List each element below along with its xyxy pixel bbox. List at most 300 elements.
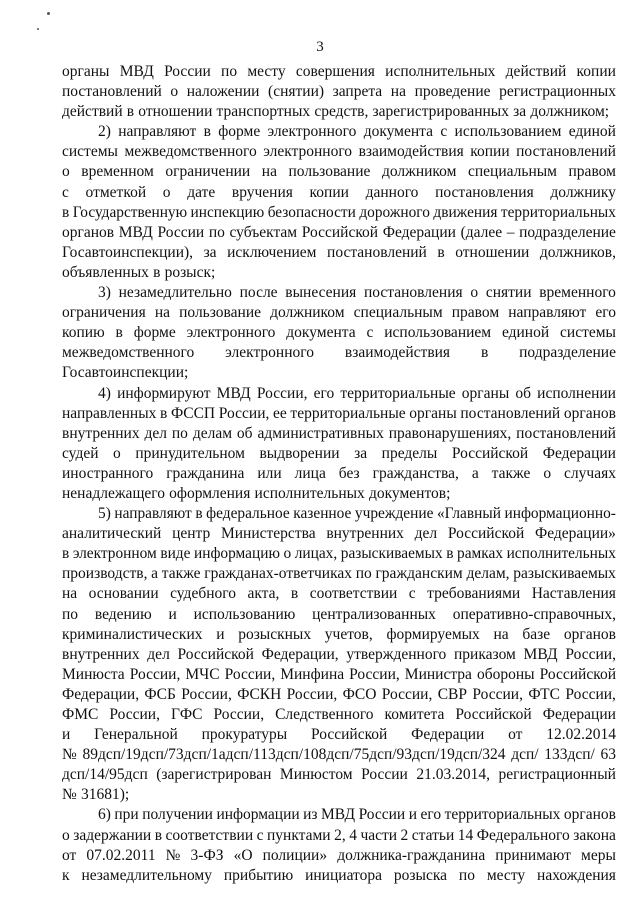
word: (зарегистрирован (156, 766, 272, 784)
word: постановления (435, 183, 534, 201)
word: Следственного (275, 706, 374, 723)
word: России, (565, 645, 616, 663)
word: на (261, 163, 277, 181)
text-line (62, 765, 616, 785)
word: копию (62, 324, 105, 342)
word: ФССП (171, 404, 216, 422)
word: Федерации (542, 444, 616, 462)
word: 14 (457, 826, 474, 844)
word: Наставления (531, 585, 616, 603)
word: России, (129, 665, 181, 683)
text-line (62, 846, 616, 866)
word: России, (181, 685, 232, 703)
text-line (62, 484, 616, 504)
word: разыскиваемых (513, 565, 616, 583)
word: ГФС (170, 706, 203, 723)
word: с (408, 585, 416, 603)
word: наложении (186, 83, 260, 101)
word: информационно- (504, 505, 616, 523)
word: учреждение (354, 505, 434, 523)
word: вынесения (285, 284, 357, 302)
text-line (62, 122, 616, 142)
page-number: 3 (316, 39, 324, 55)
word: Федерации, (261, 645, 339, 663)
word: из (303, 806, 318, 824)
word: статьи (411, 826, 455, 844)
word: Федерации, (62, 685, 140, 703)
word: МВД (321, 806, 356, 824)
word: 3) (98, 284, 111, 302)
word: на (154, 304, 171, 322)
text-line (62, 62, 616, 82)
text-line (62, 584, 616, 604)
word: подразделение (519, 223, 616, 241)
text-line (62, 444, 616, 464)
word: форме (218, 123, 261, 141)
word: гражданства, (372, 464, 459, 482)
word: ведению (94, 605, 152, 623)
word: оформления (169, 484, 251, 502)
word: Минюста (62, 665, 125, 683)
text-line (62, 464, 616, 484)
word: регистрационных (499, 83, 616, 101)
text-line (62, 625, 616, 645)
word: России, (109, 706, 160, 723)
word: внутренних (62, 424, 140, 442)
word: незамедлительному (81, 866, 212, 884)
word: судей (62, 444, 99, 462)
word: России, (256, 384, 308, 402)
word: 07.02.2011 (86, 846, 156, 864)
word: месту (486, 866, 526, 884)
word: органов (563, 404, 616, 422)
word: в (153, 263, 161, 281)
text-line (62, 82, 616, 102)
word: о (283, 545, 292, 563)
word: системы (560, 324, 616, 342)
word: виде (160, 545, 191, 563)
word: Российской (310, 726, 388, 744)
word: России (361, 766, 408, 784)
text-line (62, 343, 616, 363)
word: на (390, 83, 406, 101)
word: о (170, 83, 179, 101)
word: постановлений (516, 424, 616, 442)
word: исполнительных (385, 63, 496, 80)
word: электронного (263, 143, 353, 161)
word: временном (81, 163, 154, 181)
word: движения (433, 203, 498, 221)
word: подразделение (519, 344, 616, 362)
word: отношении (138, 103, 213, 121)
word: органы (461, 384, 510, 402)
word: единой (568, 123, 616, 141)
word: после (239, 284, 278, 302)
word: органы (409, 404, 457, 422)
word: Российской (447, 525, 525, 543)
text-line (62, 162, 616, 182)
word: Минфина (280, 665, 345, 683)
word: временного (539, 284, 616, 302)
word: незамедлительно (118, 284, 232, 302)
word: или (257, 464, 282, 482)
word: документов; (368, 484, 451, 502)
word: в (62, 203, 70, 221)
word: от (508, 726, 523, 744)
text-line (62, 203, 616, 223)
word: гражданина (166, 464, 245, 482)
word: с (256, 826, 264, 844)
word: дсп/ (511, 746, 539, 764)
word: пользование (288, 163, 371, 181)
word: правом (568, 163, 616, 181)
word: Министра (404, 665, 472, 683)
word: нахождения (537, 866, 616, 884)
text-line (62, 142, 616, 162)
scan-speck (47, 12, 50, 15)
word: к (62, 866, 70, 884)
word: 133дсп/ (544, 746, 595, 764)
word: получении (142, 806, 213, 824)
word: 3-ФЗ (190, 846, 224, 864)
word: об (515, 384, 532, 402)
word: транспортных (216, 103, 311, 121)
word: России (358, 806, 406, 824)
word: без (338, 464, 360, 482)
word: Федерации (411, 726, 485, 744)
word: закона (573, 826, 616, 844)
word: России, (381, 685, 433, 703)
word: с (62, 183, 69, 201)
word: акта, (247, 585, 280, 603)
word: обороны (476, 665, 535, 683)
text-line (62, 785, 616, 805)
text-line (62, 424, 616, 444)
word: территориальные (340, 384, 456, 402)
word: Министерства (220, 525, 316, 543)
word: использованием (454, 123, 562, 141)
word: России (157, 223, 205, 241)
text-line (62, 243, 616, 263)
word: лицах, (294, 545, 338, 563)
word: и (168, 605, 177, 623)
word: Госавтоинспекции), (62, 243, 194, 261)
word: форме (133, 324, 176, 342)
text-line (62, 826, 616, 846)
word: разыскиваемых (340, 545, 443, 563)
text-line (62, 685, 616, 705)
word: правом (451, 304, 500, 322)
word: Российской (455, 706, 532, 723)
word: по (171, 424, 188, 442)
word: 5) (98, 505, 111, 523)
word: задержании (73, 826, 152, 844)
word: принимают (495, 846, 571, 864)
word: 2) (98, 123, 111, 141)
text-line (62, 223, 616, 243)
word: о (62, 163, 70, 181)
word: России, (224, 665, 276, 683)
word: совершения (295, 63, 375, 80)
word: пределы (381, 444, 438, 462)
word: специальным (353, 304, 443, 322)
word: постановления (363, 284, 463, 302)
word: (снятии) (268, 83, 325, 101)
word: должником (381, 163, 457, 181)
text-line (62, 323, 616, 343)
word: 2 (400, 826, 409, 844)
word: инспекцию (190, 203, 265, 221)
word: ненадлежащего (62, 484, 165, 502)
word: информируют (117, 384, 211, 402)
word: в (480, 344, 489, 362)
word: электронного (186, 324, 276, 342)
word: Федерации» (534, 525, 616, 543)
word: внутренних (326, 525, 404, 543)
word: в (446, 545, 454, 563)
word: делам (192, 424, 233, 442)
text-line (62, 303, 616, 323)
word: исполнении (537, 384, 616, 402)
text-line (62, 102, 616, 122)
word: Федерального (476, 826, 570, 844)
text-line (62, 263, 616, 283)
word: 89дсп/19дсп/73дсп/1адсп/113дсп/108дсп/75дсп/93дсп/19дсп/324 (82, 746, 506, 764)
text-line (62, 183, 616, 203)
word: зарегистрированных (372, 103, 509, 121)
word: казенное (293, 505, 352, 523)
word: выдворении (259, 444, 340, 462)
word: органов (563, 625, 616, 643)
word: и (408, 806, 417, 824)
word: 6) (98, 806, 111, 824)
word: электронного (267, 123, 357, 141)
word: по (458, 866, 475, 884)
word: должников, (539, 243, 616, 261)
word: в (203, 123, 211, 141)
word: № (62, 786, 77, 804)
word: производств, (62, 565, 148, 583)
word: на (493, 625, 509, 643)
word: регистрационный (498, 766, 616, 784)
word: а (471, 464, 479, 482)
word: Российской (451, 444, 529, 462)
word: Государственную (72, 203, 188, 221)
word: документа (286, 324, 356, 342)
word: России, (349, 665, 400, 683)
word: России, (218, 404, 270, 422)
word: гражданским (375, 565, 463, 583)
word: дсп/14/95дсп (62, 766, 148, 784)
word: в (437, 243, 445, 261)
word: постановлений (516, 143, 616, 161)
word: ФСБ (144, 685, 176, 703)
word: исключением (227, 243, 317, 261)
text-line (62, 504, 616, 524)
word: дел (144, 424, 167, 442)
word: прокуратуры (201, 726, 288, 744)
word: иностранного (62, 464, 154, 482)
text-line (62, 363, 616, 383)
word: межведомственного (62, 344, 195, 362)
word: взаимодействия (344, 344, 451, 362)
word: России, (213, 706, 265, 723)
word: учетов, (324, 625, 373, 643)
text-line (62, 805, 616, 825)
word: также (161, 565, 201, 583)
word: аналитический (62, 525, 162, 543)
word: отношении (455, 243, 530, 261)
word: «Главный (436, 505, 501, 523)
word: его (313, 384, 335, 402)
word: специальным (467, 163, 557, 181)
text-line (62, 544, 616, 564)
scan-speck (37, 28, 39, 30)
word: делам, (466, 565, 510, 583)
word: и (216, 625, 225, 643)
word: основании (88, 585, 159, 603)
word: Российской (177, 645, 254, 663)
word: принудительном (135, 444, 245, 462)
text-line (62, 705, 616, 725)
word: России, (472, 685, 523, 703)
word: за (203, 243, 217, 261)
word: приказом (454, 645, 516, 663)
text-line (62, 605, 616, 625)
word: России, (286, 685, 338, 703)
word: направляют (118, 123, 197, 141)
word: лица (294, 464, 326, 482)
word: ФТС (528, 685, 560, 703)
word: постановлений (62, 83, 162, 101)
word: электронного (225, 344, 314, 362)
word: должнику (550, 183, 616, 201)
word: МВД (216, 384, 251, 402)
word: «О (233, 846, 253, 864)
word: Генеральной (94, 726, 178, 744)
word: № (62, 746, 77, 764)
word: объявленных (62, 263, 149, 281)
word: об (236, 424, 253, 442)
word: направляют (508, 304, 587, 322)
word: его (595, 304, 616, 322)
word: ограничения (62, 304, 146, 322)
word: постановлений (327, 243, 427, 261)
word: дел (147, 645, 170, 663)
word: действий (62, 103, 123, 121)
word: органов (563, 806, 616, 824)
word: ограничении (165, 163, 251, 181)
word: должника-гражданина (337, 846, 486, 864)
word: по (355, 565, 372, 583)
word: вручения (231, 183, 293, 201)
word: 2, (334, 826, 346, 844)
word: в (154, 826, 163, 844)
word: безопасности (267, 203, 356, 221)
word: розыскных (238, 625, 312, 643)
word: внутренних (62, 645, 140, 663)
word: о (62, 826, 70, 844)
word: органов (62, 223, 115, 241)
word: субъектам (229, 223, 298, 241)
word: 63 (600, 746, 616, 764)
word: территориальные (290, 404, 406, 422)
word: полиции» (262, 846, 328, 864)
word: а (151, 565, 159, 583)
word: дате (187, 183, 216, 201)
word: документа (363, 123, 434, 141)
word: системы (62, 143, 118, 161)
word: с (366, 324, 374, 342)
word: копии (470, 143, 510, 161)
text-line (62, 725, 616, 745)
word: соответствии (309, 585, 398, 603)
word: органы (62, 63, 110, 80)
text-line (62, 564, 616, 584)
word: в (62, 545, 70, 563)
word: действий (505, 63, 567, 80)
word: по (208, 223, 225, 241)
word: о (113, 444, 121, 462)
word: проведение (414, 83, 491, 101)
word: по (62, 605, 79, 623)
text-line (62, 283, 616, 303)
word: дел (414, 525, 438, 543)
word: средств, (314, 103, 369, 121)
word: (далее (460, 223, 503, 241)
word: должником (270, 304, 345, 322)
text-line (62, 866, 616, 886)
word: пользование (179, 304, 261, 322)
word: Федерации (382, 223, 456, 241)
word: использованием (384, 324, 492, 342)
word: за (513, 103, 527, 121)
word: по (221, 63, 238, 80)
word: исполнительных (506, 545, 616, 563)
word: единой (501, 324, 550, 342)
word: дорожного (359, 203, 430, 221)
word: рамках (457, 545, 504, 563)
word: 21.03.2014, (416, 766, 491, 784)
word: МВД (523, 645, 558, 663)
word: информации (216, 806, 300, 824)
text-line (62, 384, 616, 404)
body-text (62, 62, 616, 886)
word: территориальных (500, 203, 616, 221)
word: ФСКН (237, 685, 282, 703)
word: Минюстом (279, 766, 353, 784)
word: и (62, 726, 71, 744)
text-line (62, 524, 616, 544)
word: судебного (170, 585, 236, 603)
text-line (62, 404, 616, 424)
word: направляют (114, 505, 192, 523)
word: федеральное (206, 505, 290, 523)
word: ФМС (62, 706, 99, 723)
word: о (470, 284, 479, 302)
word: исполнительных (254, 484, 365, 502)
word: 31681); (80, 786, 130, 804)
word: за (354, 444, 368, 462)
word: использованию (193, 605, 296, 623)
word: – (506, 223, 515, 241)
word: МЧС (185, 665, 220, 683)
word: о (543, 464, 552, 482)
word: гражданах-ответчиках (204, 565, 352, 583)
word: взаимодействия (358, 143, 464, 161)
word: отметкой (85, 183, 147, 201)
word: снятии (485, 284, 532, 302)
